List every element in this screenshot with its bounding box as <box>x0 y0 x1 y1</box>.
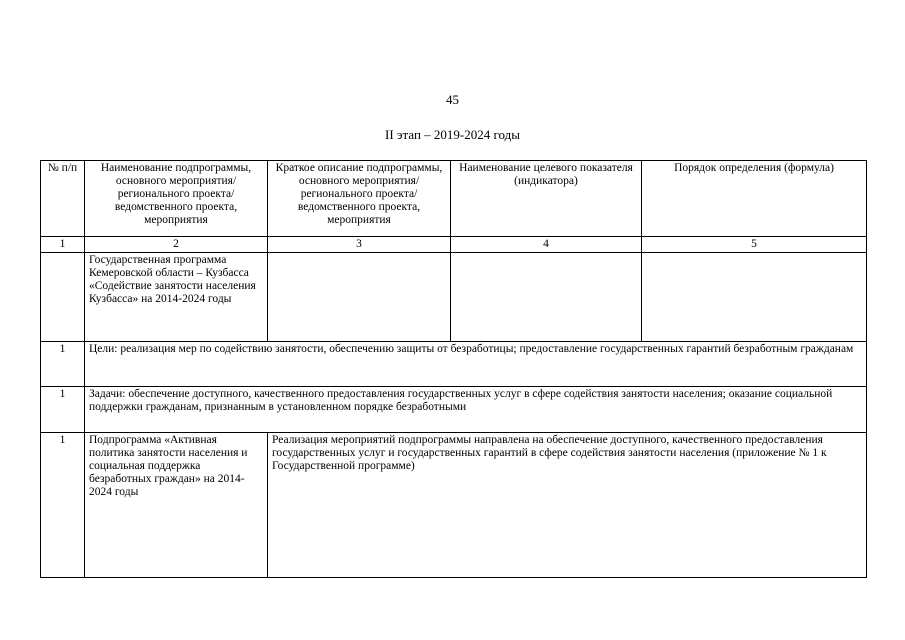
column-number: 2 <box>85 237 268 253</box>
header-indicator: Наименование целевого показателя (индикатора) <box>451 161 642 237</box>
subprogram-name: Подпрограмма «Активная политика занятости населения и социальная поддержка безработных граждан» на 2014-2024 годы <box>85 433 268 578</box>
program-name: Государственная программа Кемеровской области – Кузбасса «Содействие занятости населения Кузбасса» на 2014-2024 годы <box>85 253 268 342</box>
program-table <box>40 160 867 578</box>
row-num <box>41 253 85 342</box>
row-num: 1 <box>41 342 85 387</box>
column-number: 5 <box>642 237 867 253</box>
table-row-goal <box>41 342 867 387</box>
column-number: 1 <box>41 237 85 253</box>
page-number: 45 <box>446 92 459 107</box>
subprogram-description: Реализация мероприятий подпрограммы направлена на обеспечение доступного, качественного предоставления государственных услуг и государственных гарантий в сфере содействия занятости населения (приложение № 1 к Государственной программе) <box>268 433 867 578</box>
goal-text: Цели: реализация мер по содействию занятости, обеспечению защиты от безработицы; предоставление государственных гарантий безработным гражданам <box>85 342 867 387</box>
empty-cell <box>451 253 642 342</box>
stage-title: II этап – 2019-2024 годы <box>385 127 520 142</box>
header-formula: Порядок определения (формула) <box>642 161 867 237</box>
header-name: Наименование подпрограммы, основного мероприятия/регионального проекта/ведомственного проекта, мероприятия <box>85 161 268 237</box>
column-number: 3 <box>268 237 451 253</box>
column-numbers-row <box>41 237 867 253</box>
header-num: № п/п <box>41 161 85 237</box>
table-row-tasks <box>41 387 867 433</box>
empty-cell <box>268 253 451 342</box>
column-number: 4 <box>451 237 642 253</box>
table-row-subprogram <box>41 433 867 578</box>
row-num: 1 <box>41 433 85 578</box>
table-row-program <box>41 253 867 342</box>
row-num: 1 <box>41 387 85 433</box>
tasks-text: Задачи: обеспечение доступного, качественного предоставления государственных услуг в сфере содействия занятости населения; оказание социальной поддержки гражданам, признанным в установленном порядке безработными <box>85 387 867 433</box>
header-description: Краткое описание подпрограммы, основного мероприятия/регионального проекта/ведомственного проекта, мероприятия <box>268 161 451 237</box>
table-header-row <box>41 161 867 237</box>
empty-cell <box>642 253 867 342</box>
